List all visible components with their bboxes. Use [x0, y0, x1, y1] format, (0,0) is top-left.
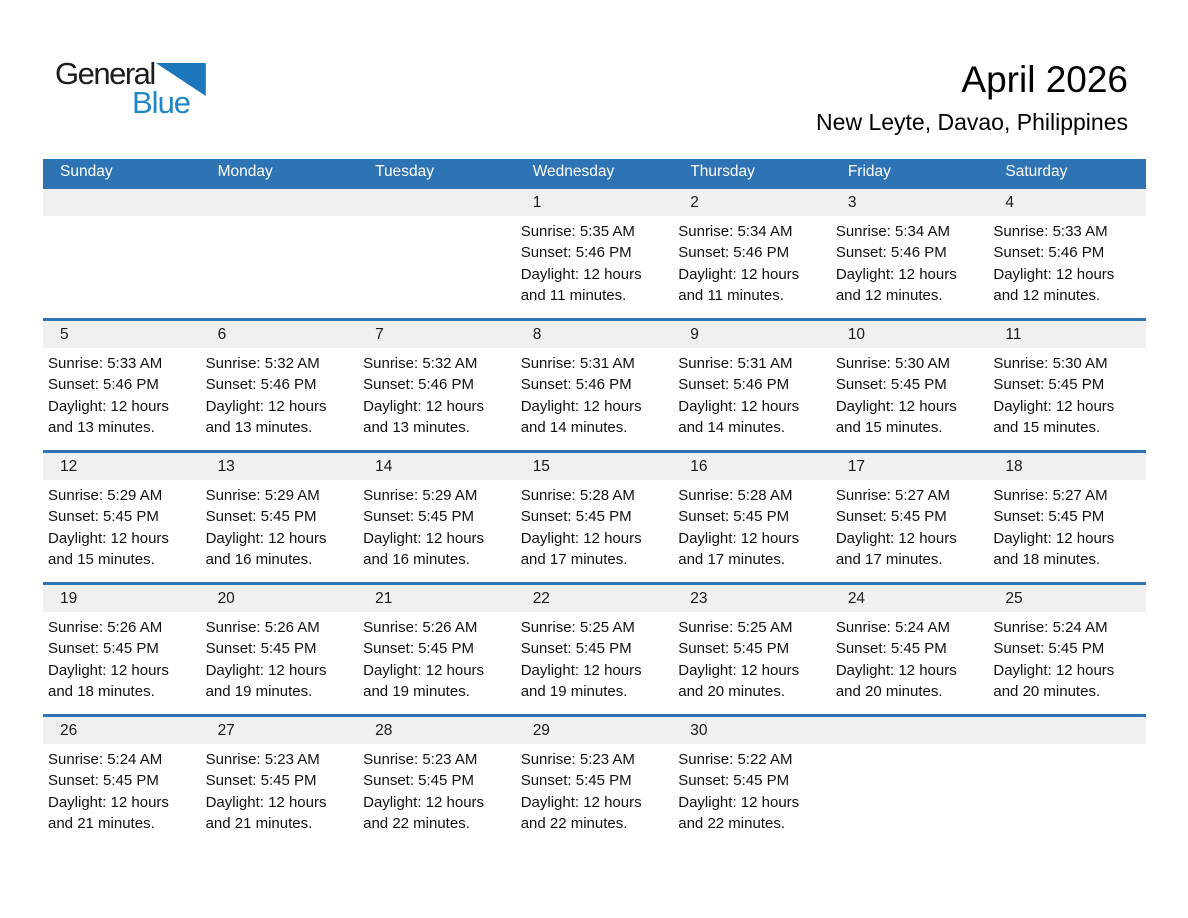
sun-times-line: Sunrise: 5:29 AM — [205, 486, 320, 504]
day-number-strip — [673, 585, 831, 612]
day-header-sunday: Sunday — [43, 159, 201, 187]
sun-times — [673, 348, 831, 439]
day-number-strip — [831, 585, 989, 612]
day-number-strip — [43, 453, 201, 480]
sun-times — [673, 216, 831, 307]
day-number: 18 — [1005, 457, 1023, 475]
sun-times-line: and 19 minutes. — [520, 683, 628, 701]
sun-times-line: Sunset: 5:46 PM — [835, 244, 947, 262]
day-cell-7 — [358, 319, 516, 451]
sun-times-line: Sunrise: 5:35 AM — [520, 222, 635, 240]
sun-times — [516, 480, 674, 571]
day-cell-27 — [201, 715, 359, 847]
day-number: 8 — [532, 325, 542, 343]
sun-times-line: Sunset: 5:45 PM — [835, 376, 947, 394]
sun-times-line: Sunrise: 5:26 AM — [48, 618, 163, 636]
sun-times — [831, 348, 989, 439]
sun-times-line: Sunset: 5:45 PM — [520, 640, 632, 658]
day-number-strip — [43, 717, 201, 744]
sun-times-line: Sunrise: 5:30 AM — [993, 354, 1108, 372]
day-number: 21 — [375, 589, 393, 607]
logo-text-general: General — [55, 56, 155, 91]
sun-times-line: Sunset: 5:45 PM — [48, 640, 159, 658]
sun-times-line: Daylight: 12 hours — [205, 793, 327, 811]
sun-times-line: Daylight: 12 hours — [363, 529, 485, 547]
sun-times-line: and 19 minutes. — [205, 683, 313, 701]
sun-times-line: Sunset: 5:46 PM — [678, 376, 790, 394]
sun-times — [988, 216, 1146, 307]
sun-times-line: Sunrise: 5:31 AM — [520, 354, 635, 372]
day-header-friday: Friday — [831, 159, 989, 187]
sun-times — [673, 612, 831, 703]
sun-times-line: Daylight: 12 hours — [993, 397, 1115, 415]
sun-times-line: and 21 minutes. — [205, 815, 313, 833]
sun-times-line: Sunset: 5:45 PM — [363, 508, 475, 526]
sun-times — [988, 612, 1146, 703]
day-number: 9 — [690, 325, 699, 343]
sun-times — [201, 348, 359, 439]
sun-times-line: and 11 minutes. — [520, 287, 627, 305]
week-row-2 — [43, 319, 1146, 451]
sun-times-line: Sunset: 5:46 PM — [520, 244, 632, 262]
day-number-strip — [673, 453, 831, 480]
sun-times-line: Daylight: 12 hours — [520, 661, 642, 679]
day-number-strip — [201, 321, 359, 348]
sun-times-line: Daylight: 12 hours — [993, 661, 1115, 679]
day-header-thursday: Thursday — [673, 159, 831, 187]
sun-times-line: and 12 minutes. — [993, 287, 1101, 305]
sun-times-line: and 21 minutes. — [48, 815, 155, 833]
sun-times — [43, 348, 201, 439]
sun-times-line: Sunset: 5:45 PM — [205, 640, 317, 658]
day-cell-2 — [673, 187, 831, 319]
sun-times-line: Daylight: 12 hours — [520, 265, 642, 283]
sun-times-line: and 16 minutes. — [205, 551, 313, 569]
sun-times-line: Sunset: 5:45 PM — [835, 508, 947, 526]
sun-times-line: and 20 minutes. — [678, 683, 785, 701]
sun-times-line: and 19 minutes. — [363, 683, 470, 701]
day-number: 24 — [847, 589, 866, 607]
sun-times-line: and 15 minutes. — [48, 551, 155, 569]
day-cell-8 — [516, 319, 674, 451]
sun-times-line: Sunrise: 5:34 AM — [678, 222, 793, 240]
day-number: 25 — [1005, 589, 1023, 607]
sun-times-line: Daylight: 12 hours — [363, 397, 485, 415]
week-row-1 — [43, 187, 1146, 319]
day-cell-29 — [516, 715, 674, 847]
day-cell-6 — [201, 319, 359, 451]
day-number: 12 — [60, 457, 78, 475]
location-subtitle: New Leyte, Davao, Philippines — [816, 108, 1128, 135]
sun-times-line: Sunrise: 5:24 AM — [835, 618, 951, 636]
day-number-strip — [201, 585, 359, 612]
sun-times — [201, 744, 359, 835]
day-cell-21 — [358, 583, 516, 715]
sun-times-line: Daylight: 12 hours — [993, 529, 1115, 547]
logo-text-blue: Blue — [132, 85, 191, 120]
sun-times-line: and 14 minutes. — [520, 419, 628, 437]
week-row-4 — [43, 583, 1146, 715]
empty-cell — [43, 187, 201, 319]
sun-times-line: Sunset: 5:46 PM — [993, 244, 1105, 262]
sun-times-line: Sunset: 5:46 PM — [678, 244, 790, 262]
sun-times — [988, 348, 1146, 439]
sun-times-line: Daylight: 12 hours — [205, 397, 327, 415]
day-number-strip — [43, 189, 201, 216]
sun-times-line: and 11 minutes. — [678, 287, 784, 305]
day-number-strip — [673, 717, 831, 744]
weekday-header-row — [43, 159, 1146, 187]
day-number-strip — [516, 321, 674, 348]
day-cell-20 — [201, 583, 359, 715]
day-number-strip — [516, 189, 674, 216]
day-number-strip — [988, 453, 1146, 480]
day-number: 23 — [690, 589, 708, 607]
sun-times — [516, 744, 674, 835]
sun-times-line: and 13 minutes. — [205, 419, 313, 437]
day-number: 3 — [847, 193, 857, 211]
day-number: 29 — [532, 721, 550, 739]
day-cell-10 — [831, 319, 989, 451]
sun-times-line: Sunset: 5:46 PM — [363, 376, 475, 394]
day-cell-16 — [673, 451, 831, 583]
sun-times-line: Sunrise: 5:26 AM — [205, 618, 320, 636]
sun-times-line: and 22 minutes. — [520, 815, 628, 833]
month-title: April 2026 — [961, 59, 1128, 100]
day-number: 26 — [60, 721, 78, 739]
day-cell-19 — [43, 583, 201, 715]
sun-times-line: Sunset: 5:45 PM — [520, 772, 632, 790]
sun-times-line: Daylight: 12 hours — [520, 793, 642, 811]
sun-times — [358, 480, 516, 571]
sun-times-line: and 12 minutes. — [835, 287, 943, 305]
sun-times-line: Daylight: 12 hours — [835, 265, 957, 283]
day-cell-9 — [673, 319, 831, 451]
day-number: 16 — [690, 457, 708, 475]
day-cell-30 — [673, 715, 831, 847]
day-number-strip — [516, 453, 674, 480]
sun-times-line: Sunset: 5:46 PM — [48, 376, 159, 394]
day-cell-1 — [516, 187, 674, 319]
sun-times — [831, 612, 989, 703]
day-cell-3 — [831, 187, 989, 319]
sun-times-line: Sunrise: 5:29 AM — [48, 486, 163, 504]
day-number: 13 — [217, 457, 235, 475]
day-number-strip — [516, 585, 674, 612]
sun-times-line: Daylight: 12 hours — [678, 265, 800, 283]
day-number-strip — [831, 321, 989, 348]
day-header-wednesday: Wednesday — [516, 159, 674, 187]
sun-times-line: and 22 minutes. — [363, 815, 470, 833]
sun-times-line: and 17 minutes. — [678, 551, 785, 569]
sun-times-line: and 13 minutes. — [48, 419, 155, 437]
sun-times-line: Daylight: 12 hours — [48, 529, 169, 547]
sun-times-line: Sunset: 5:45 PM — [993, 508, 1105, 526]
sun-times-line: Daylight: 12 hours — [520, 397, 642, 415]
sun-times-line: Sunset: 5:45 PM — [520, 508, 632, 526]
sun-times-line: and 14 minutes. — [678, 419, 785, 437]
title-block — [816, 58, 1128, 136]
sun-times-line: and 13 minutes. — [363, 419, 470, 437]
sun-times-line: Sunrise: 5:28 AM — [520, 486, 635, 504]
sun-times-line: Sunrise: 5:23 AM — [520, 750, 635, 768]
sun-times — [516, 216, 674, 307]
day-number-strip — [358, 321, 516, 348]
sun-times-line: Sunrise: 5:24 AM — [993, 618, 1108, 636]
day-cell-28 — [358, 715, 516, 847]
sun-times-line: and 20 minutes. — [993, 683, 1101, 701]
day-number: 1 — [532, 193, 542, 211]
sun-times-line: and 15 minutes. — [835, 419, 943, 437]
sun-times-line: Sunset: 5:45 PM — [678, 640, 790, 658]
day-cell-18 — [988, 451, 1146, 583]
sun-times-line: Daylight: 12 hours — [993, 265, 1115, 283]
sun-times-line: Sunset: 5:45 PM — [993, 640, 1105, 658]
sun-times-line: Daylight: 12 hours — [678, 529, 800, 547]
sun-times-line: Sunrise: 5:29 AM — [363, 486, 478, 504]
day-number-strip — [831, 453, 989, 480]
day-cell-12 — [43, 451, 201, 583]
day-number: 15 — [532, 457, 550, 475]
sun-times-line: Daylight: 12 hours — [678, 793, 800, 811]
day-cell-26 — [43, 715, 201, 847]
day-number-strip — [516, 717, 674, 744]
sun-times-line: and 17 minutes. — [835, 551, 943, 569]
day-number-strip — [673, 321, 831, 348]
sun-times — [43, 480, 201, 571]
sun-times — [831, 480, 989, 571]
sun-times-line: Daylight: 12 hours — [363, 661, 485, 679]
sun-times-line: Daylight: 12 hours — [520, 529, 642, 547]
day-number-strip — [988, 717, 1146, 744]
day-cell-17 — [831, 451, 989, 583]
sun-times-line: Sunrise: 5:23 AM — [205, 750, 320, 768]
sun-times — [201, 480, 359, 571]
sun-times-line: Sunset: 5:45 PM — [48, 772, 159, 790]
day-cell-25 — [988, 583, 1146, 715]
sun-times-line: Sunrise: 5:32 AM — [363, 354, 478, 372]
sun-times-line: Daylight: 12 hours — [835, 529, 957, 547]
general-blue-logo — [55, 58, 206, 118]
empty-cell — [831, 715, 989, 847]
sun-times-line: Sunset: 5:45 PM — [835, 640, 947, 658]
day-number: 22 — [532, 589, 550, 607]
sun-times — [988, 480, 1146, 571]
sun-times-line: Sunrise: 5:27 AM — [993, 486, 1108, 504]
sun-times-line: Sunrise: 5:31 AM — [678, 354, 793, 372]
week-row-3 — [43, 451, 1146, 583]
day-number: 27 — [217, 721, 235, 739]
sun-times-line: Sunrise: 5:24 AM — [48, 750, 163, 768]
empty-cell — [201, 187, 359, 319]
day-number-strip — [831, 717, 989, 744]
week-row-5 — [43, 715, 1146, 847]
day-number: 14 — [375, 457, 393, 475]
day-number-strip — [988, 585, 1146, 612]
day-number-strip — [358, 717, 516, 744]
day-number: 11 — [1005, 325, 1022, 343]
day-number: 6 — [217, 325, 227, 343]
sun-times-line: Daylight: 12 hours — [48, 661, 169, 679]
sun-times-line: Daylight: 12 hours — [835, 661, 957, 679]
sun-times-line: Sunrise: 5:32 AM — [205, 354, 320, 372]
day-cell-13 — [201, 451, 359, 583]
sun-times-line: Sunrise: 5:25 AM — [678, 618, 793, 636]
sun-times-line: and 22 minutes. — [678, 815, 785, 833]
sun-times-line: Sunrise: 5:34 AM — [835, 222, 951, 240]
sun-times-line: Sunset: 5:46 PM — [520, 376, 632, 394]
day-number-strip — [201, 717, 359, 744]
day-number: 2 — [690, 193, 699, 211]
calendar-table — [43, 159, 1146, 847]
sun-times-line: Sunset: 5:45 PM — [205, 508, 317, 526]
sun-times — [201, 612, 359, 703]
sun-times — [516, 612, 674, 703]
day-cell-4 — [988, 187, 1146, 319]
day-cell-23 — [673, 583, 831, 715]
day-number-strip — [201, 189, 359, 216]
day-number-strip — [988, 321, 1146, 348]
sun-times-line: Daylight: 12 hours — [835, 397, 957, 415]
day-header-tuesday: Tuesday — [358, 159, 516, 187]
sun-times-line: Daylight: 12 hours — [205, 529, 327, 547]
day-cell-15 — [516, 451, 674, 583]
day-cell-11 — [988, 319, 1146, 451]
sun-times-line: and 15 minutes. — [993, 419, 1101, 437]
sun-times-line: Daylight: 12 hours — [48, 397, 169, 415]
sun-times — [43, 744, 201, 835]
sun-times-line: Daylight: 12 hours — [205, 661, 327, 679]
sun-times-line: Daylight: 12 hours — [48, 793, 169, 811]
sun-times-line: Sunrise: 5:27 AM — [835, 486, 951, 504]
day-number: 19 — [60, 589, 78, 607]
sun-times-line: Sunrise: 5:23 AM — [363, 750, 478, 768]
page-header — [0, 0, 1188, 159]
day-number: 4 — [1005, 193, 1014, 211]
sun-times-line: Sunset: 5:45 PM — [363, 772, 475, 790]
sun-times — [673, 744, 831, 835]
sun-times-line: Sunset: 5:45 PM — [48, 508, 159, 526]
sun-times-line: Sunrise: 5:26 AM — [363, 618, 478, 636]
day-number-strip — [673, 189, 831, 216]
sun-times-line: Sunset: 5:45 PM — [678, 772, 790, 790]
day-number-strip — [43, 321, 201, 348]
day-number-strip — [201, 453, 359, 480]
empty-cell — [358, 187, 516, 319]
day-number: 17 — [847, 457, 866, 475]
day-cell-14 — [358, 451, 516, 583]
day-number-strip — [43, 585, 201, 612]
day-number-strip — [988, 189, 1146, 216]
sun-times-line: Sunset: 5:45 PM — [678, 508, 790, 526]
sun-times-line: Sunrise: 5:25 AM — [520, 618, 635, 636]
day-number-strip — [358, 585, 516, 612]
day-header-saturday: Saturday — [988, 159, 1146, 187]
sun-times-line: and 16 minutes. — [363, 551, 470, 569]
day-number-strip — [831, 189, 989, 216]
sun-times-line: Sunrise: 5:30 AM — [835, 354, 951, 372]
day-number-strip — [358, 189, 516, 216]
day-number: 5 — [60, 325, 69, 343]
sun-times — [358, 348, 516, 439]
sun-times-line: Sunset: 5:45 PM — [363, 640, 475, 658]
sun-times-line: Sunset: 5:45 PM — [205, 772, 317, 790]
sun-times-line: and 17 minutes. — [520, 551, 628, 569]
sun-times — [831, 216, 989, 307]
sun-times-line: Sunset: 5:46 PM — [205, 376, 317, 394]
day-number: 10 — [847, 325, 866, 343]
sun-times-line: Daylight: 12 hours — [678, 661, 800, 679]
day-header-monday: Monday — [201, 159, 359, 187]
day-cell-24 — [831, 583, 989, 715]
day-number-strip — [358, 453, 516, 480]
day-cell-22 — [516, 583, 674, 715]
sun-times-line: and 20 minutes. — [835, 683, 943, 701]
sun-times-line: Daylight: 12 hours — [678, 397, 800, 415]
sun-times-line: and 18 minutes. — [993, 551, 1101, 569]
sun-times — [358, 744, 516, 835]
day-cell-5 — [43, 319, 201, 451]
empty-cell — [988, 715, 1146, 847]
sun-times-line: and 18 minutes. — [48, 683, 155, 701]
sun-times-line: Sunrise: 5:33 AM — [48, 354, 163, 372]
sun-times — [358, 612, 516, 703]
sun-times-line: Daylight: 12 hours — [363, 793, 485, 811]
day-number: 28 — [375, 721, 393, 739]
sun-times — [673, 480, 831, 571]
sun-times-line: Sunrise: 5:28 AM — [678, 486, 793, 504]
day-number: 30 — [690, 721, 708, 739]
day-number: 7 — [375, 325, 384, 343]
day-number: 20 — [217, 589, 235, 607]
sun-times — [516, 348, 674, 439]
sun-times-line: Sunrise: 5:33 AM — [993, 222, 1108, 240]
sun-times-line: Sunset: 5:45 PM — [993, 376, 1105, 394]
calendar-body — [43, 187, 1146, 847]
sun-times-line: Sunrise: 5:22 AM — [678, 750, 793, 768]
sun-times — [43, 612, 201, 703]
